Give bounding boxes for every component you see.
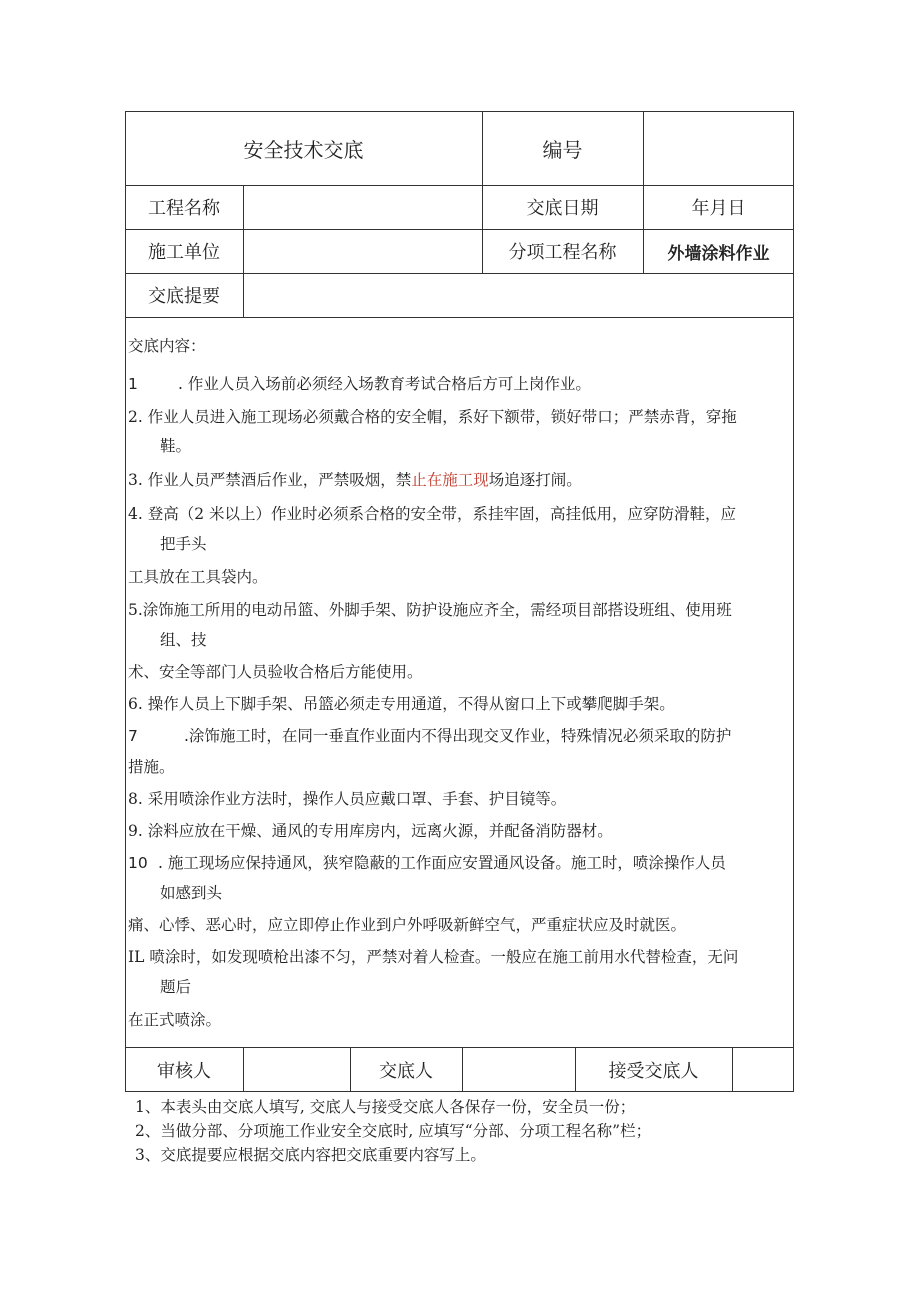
number-label: 编号 [542, 137, 583, 162]
item-number: 7 [128, 727, 138, 745]
reviewer-label: 审核人 [157, 1060, 211, 1082]
sub-project-field[interactable]: 外墙涂料作业 [667, 243, 770, 264]
content-line: 术、安全等部门人员验收合格后方能使用。 [128, 663, 423, 681]
content-text: 场追逐打闹。 [488, 471, 582, 489]
presenter-field[interactable] [462, 1047, 575, 1092]
reviewer-field[interactable] [243, 1047, 350, 1092]
item-number: 10 [128, 854, 148, 872]
content-line: . 作业人员入场前必须经入场教育考试合格后方可上岗作业。 [178, 375, 591, 393]
content-line: .涂饰施工时，在同一垂直作业面内不得出现交叉作业，特殊情况必须采取的防护 [184, 727, 732, 745]
date-field[interactable]: 年月日 [691, 198, 746, 219]
content-line: 8. 采用喷涂作业方法时，操作人员应戴口罩、手套、护目镜等。 [128, 790, 567, 808]
content-line: 鞋。 [160, 437, 192, 455]
content-line: 4. 登高（2 米以上）作业时必须系合格的安全带，系挂牢固，高挂低用，应穿防滑鞋，应 [128, 505, 737, 523]
row-divider [125, 317, 794, 318]
footnote: 1、本表头由交底人填写, 交底人与接受交底人各保存一份，安全员一份； [135, 1098, 636, 1116]
form-title: 安全技术交底 [243, 137, 364, 162]
number-field[interactable] [643, 111, 794, 185]
content-line: 措施。 [128, 758, 175, 776]
footnote: 3、交底提要应根据交底内容把交底重要内容写上。 [135, 1146, 486, 1164]
sub-project-label: 分项工程名称 [508, 242, 617, 263]
content-line: 痛、心悸、恶心时，应立即停止作业到户外呼吸新鲜空气，严重症状应及时就医。 [128, 916, 687, 934]
content-line: 5.涂饰施工所用的电动吊篮、外脚手架、防护设施应齐全，需经项目部搭设班组、使用班 [128, 601, 732, 619]
receiver-field[interactable] [732, 1047, 794, 1092]
project-name-label: 工程名称 [148, 198, 220, 219]
content-line: 工具放在工具袋内。 [128, 568, 268, 586]
highlighted-text: 止在施工现 [411, 471, 489, 489]
item-number: 1 [128, 375, 138, 393]
receiver-label: 接受交底人 [608, 1060, 699, 1082]
content-line: 6. 操作人员上下脚手架、吊篮必须走专用通道，不得从窗口上下或攀爬脚手架。 [128, 695, 675, 713]
content-line: 题后 [160, 978, 192, 996]
content-text: 3. 作业人员严禁酒后作业，严禁吸烟，禁 [128, 471, 412, 489]
summary-label: 交底提要 [148, 286, 220, 307]
summary-field[interactable] [243, 273, 794, 317]
footnote: 2、当做分部、分项施工作业安全交底时, 应填写“分部、分项工程名称”栏； [135, 1122, 652, 1140]
content-line: 2. 作业人员进入施工现场必须戴合格的安全帽，系好下额带，锁好带口；严禁赤背，穿拖 [128, 408, 737, 426]
content-line [128, 470, 582, 490]
content-line: 在正式喷涂。 [128, 1011, 222, 1029]
content-line: 把手头 [160, 535, 207, 553]
content-line: 9. 涂料应放在干燥、通风的专用库房内，远离火源，并配备消防器材。 [128, 822, 613, 840]
content-heading: 交底内容： [128, 337, 206, 355]
unit-label: 施工单位 [148, 242, 220, 263]
content-line: IL 喷涂时，如发现喷枪出漆不匀，严禁对着人检查。一般应在施工前用水代替检查，无问 [128, 948, 739, 966]
content-line: 如感到头 [160, 884, 223, 902]
content-line: 组、技 [160, 631, 207, 649]
date-label: 交底日期 [526, 198, 599, 219]
project-name-field[interactable] [243, 185, 482, 229]
unit-field[interactable] [243, 229, 482, 273]
content-line: . 施工现场应保持通风，狭窄隐蔽的工作面应安置通风设备。施工时，喷涂操作人员 [158, 854, 726, 872]
presenter-label: 交底人 [379, 1060, 433, 1082]
